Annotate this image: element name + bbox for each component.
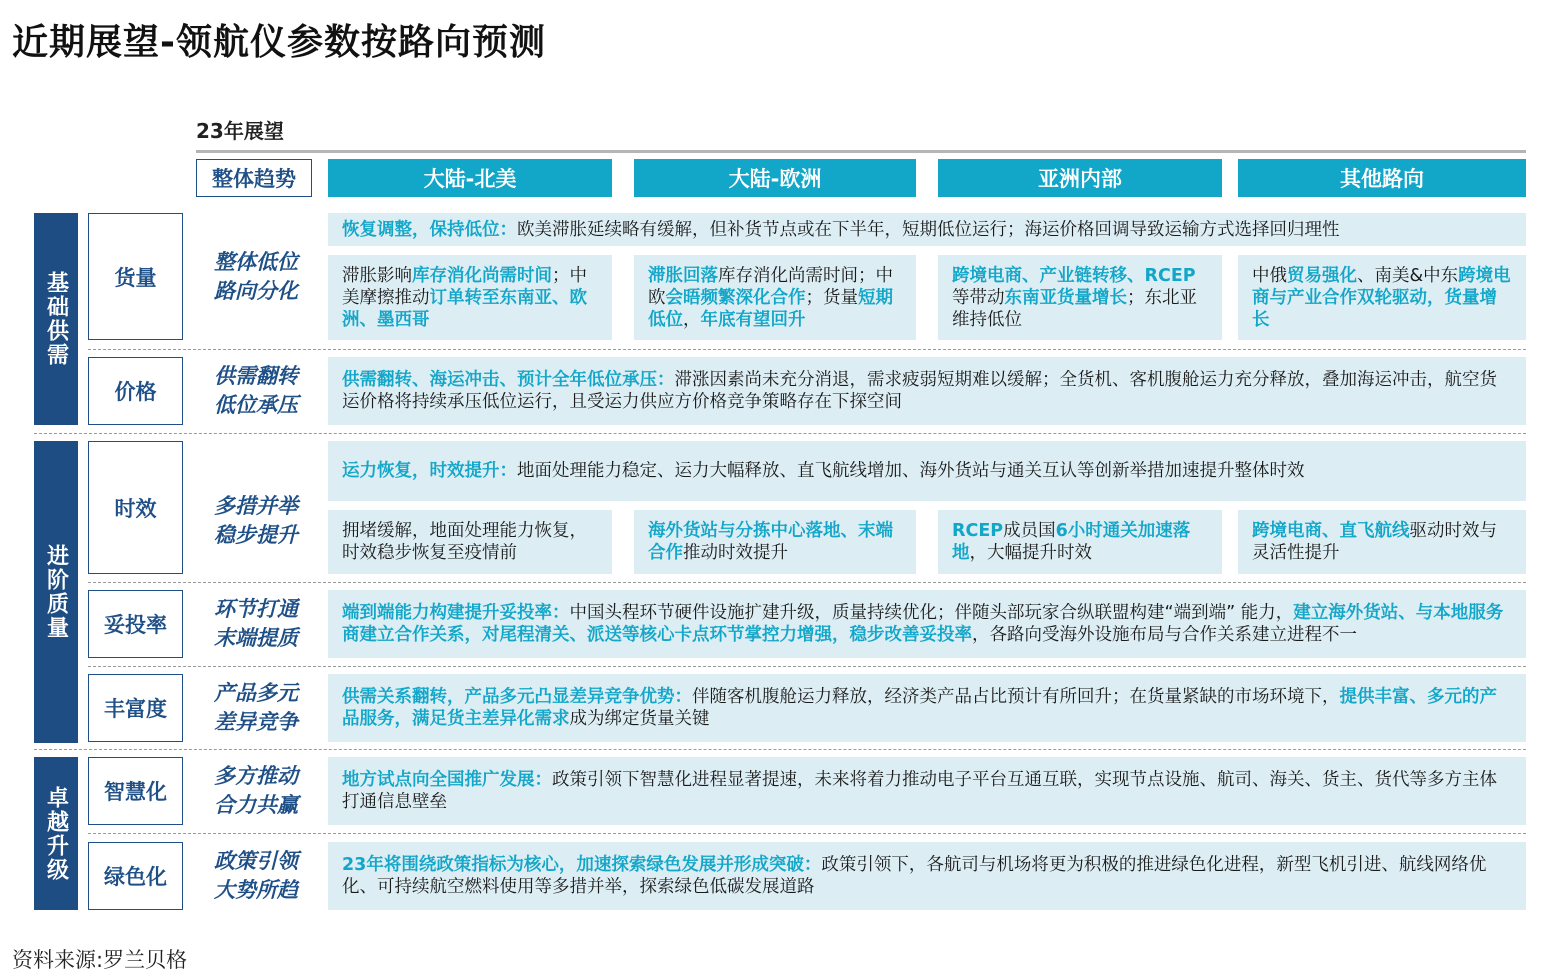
highlight-text: 运力恢复，时效提升： (342, 461, 517, 481)
body-text: 库存消化尚需时间；中欧 (648, 265, 893, 308)
category-separator (34, 749, 1526, 750)
category-basic: 基础供需 (34, 213, 78, 425)
body-text: 伴随客机腹舱运力释放，经济类产品占比预计有所回升；在货量紧缺的市场环境下， (692, 687, 1340, 707)
metric-volume: 货量 (88, 213, 183, 340)
body-text: ，各路向受海外设施布局与合作关系建立进程不一 (972, 625, 1357, 645)
metric-delivery: 妥投率 (88, 590, 183, 658)
row-separator (88, 666, 1526, 667)
highlight-text: 贸易强化 (1287, 265, 1357, 286)
highlight-text: 滞胀回落 (648, 265, 718, 286)
body-text: 政策引领下智慧化进程显著提速，未来将着力推动电子平台互通互联，实现节点设施、航司、海关、货主、货代等多方主体打通信息壁垒 (342, 770, 1497, 812)
timeliness-na-cell (328, 510, 612, 574)
body-text: 政策引领下，各航司与机场将更为积极的推进绿色化进程，新型飞机引进、航线网络优化、可持续航空燃料使用等多措并举，探索绿色低碳发展道路 (342, 855, 1487, 897)
category-advanced: 进阶质量 (34, 441, 78, 743)
row-separator (88, 833, 1526, 834)
metric-timeliness: 时效 (88, 441, 183, 574)
volume-summary (328, 213, 1526, 246)
highlight-text: 23年将围绕政策指标为核心，加速探索绿色发展并形成突破： (342, 855, 822, 875)
richness-summary (328, 674, 1526, 742)
row-separator (88, 349, 1526, 350)
body-text: 拥堵缓解，地面处理能力恢复，时效稳步恢复至疫情前 (342, 521, 587, 563)
highlight-text: 短期低位 (648, 287, 893, 330)
header-route-eu: 大陆-欧洲 (634, 159, 916, 197)
trend-timeliness: 多措并举 稳步提升 (214, 494, 298, 547)
category-separator (34, 433, 1526, 434)
header-trend: 整体趋势 (196, 159, 312, 197)
volume-other-cell (1238, 255, 1526, 340)
page-title: 近期展望-领航仪参数按路向预测 (12, 22, 546, 63)
body-text: 地面处理能力稳定、运力大幅释放、直飞航线增加、海外货站与通关互认等创新举措加速提升整体时效 (517, 461, 1305, 481)
row-separator (88, 582, 1526, 583)
highlight-text: 跨境电商与产业合作双轮驱动，货量增长 (1252, 265, 1511, 330)
metric-smart: 智慧化 (88, 757, 183, 825)
green-summary (328, 842, 1526, 910)
source-note: 资料来源:罗兰贝格 (12, 948, 188, 972)
highlight-text: 年底有望回升 (700, 309, 806, 330)
body-text: 、南美&中东 (1357, 265, 1459, 286)
body-text: 中国头程环节硬件设施扩建升级，质量持续优化；伴随头部玩家合纵联盟构建“端到端” 能力， (569, 603, 1294, 623)
metric-richness: 丰富度 (88, 674, 183, 742)
body-text: ；东北亚维持低位 (952, 287, 1197, 330)
highlight-text: 建立海外货站、与本地服务商建立合作关系，对尾程清关、派送等核心卡点环节掌控力增强，稳步改善妥投率 (342, 603, 1504, 645)
highlight-text: 跨境电商、产业链转移、RCEP (952, 265, 1196, 286)
trend-volume: 整体低位 路向分化 (214, 249, 298, 303)
body-text: 驱动时效与灵活性提升 (1252, 521, 1497, 563)
body-text: 成员国 (1003, 521, 1056, 541)
highlight-text: 跨境电商、直飞航线 (1252, 521, 1410, 541)
highlight-text: 地方试点向全国推广发展： (342, 770, 552, 790)
trend-delivery: 环节打通 末端提质 (214, 597, 298, 650)
highlight-text: 恢复调整，保持低位： (342, 219, 517, 240)
body-text: 滞胀影响 (342, 265, 412, 286)
highlight-text: 东南亚货量增长 (1004, 287, 1127, 308)
body-text: 中俄 (1252, 265, 1287, 286)
trend-smart: 多方推动 合力共赢 (214, 764, 298, 817)
trend-price: 供需翻转 低位承压 (214, 364, 298, 417)
delivery-summary (328, 590, 1526, 658)
timeliness-other-cell (1238, 510, 1526, 574)
outlook-subtitle: 23年展望 (196, 119, 284, 143)
body-text: ，大幅提升时效 (969, 543, 1092, 563)
body-text: 推动时效提升 (683, 543, 788, 563)
highlight-text: 库存消化尚需时间 (412, 265, 552, 286)
body-text: 成为绑定货量关键 (569, 709, 710, 729)
highlight-text: 供需翻转、海运冲击、预计全年低位承压： (342, 370, 675, 390)
category-excellence: 卓越升级 (34, 757, 78, 910)
highlight-text: RCEP (952, 521, 1004, 541)
body-text: ；中美摩擦推动 (342, 265, 587, 308)
body-text: 欧美滞胀延续略有缓解，但补货节点或在下半年，短期低位运行；海运价格回调导致运输方式选择回归理性 (517, 219, 1340, 240)
highlight-text: 提供丰富、多元的产品服务，满足货主差异化需求 (342, 687, 1497, 729)
header-route-other: 其他路向 (1238, 159, 1526, 197)
timeliness-asia-cell (938, 510, 1222, 574)
volume-eu-cell (634, 255, 916, 340)
highlight-text: 会晤频繁深化合作 (665, 287, 806, 308)
metric-price: 价格 (88, 357, 183, 425)
timeliness-eu-cell (634, 510, 916, 574)
body-text: ， (683, 309, 701, 330)
volume-asia-cell (938, 255, 1222, 340)
highlight-text: 订单转至东南亚、欧洲、墨西哥 (342, 287, 587, 330)
body-text: 滞涨因素尚未充分消退，需求疲弱短期难以缓解；全货机、客机腹舱运力充分释放，叠加海运冲击，航空货运价格将持续承压低位运行，且受运力供应方价格竞争策略存在下探空间 (342, 370, 1497, 412)
smart-summary (328, 757, 1526, 825)
header-route-na: 大陆-北美 (328, 159, 612, 197)
highlight-text: 海外货站与分拣中心落地、末端合作 (648, 521, 893, 563)
metric-green: 绿色化 (88, 842, 183, 910)
body-text: 等带动 (952, 287, 1005, 308)
header-divider (196, 150, 1526, 153)
body-text: ；货量 (805, 287, 858, 308)
highlight-text: 供需关系翻转，产品多元凸显差异竞争优势： (342, 687, 692, 707)
highlight-text: 6小时通关加速落地 (952, 521, 1191, 563)
timeliness-summary (328, 441, 1526, 501)
volume-na-cell (328, 255, 612, 340)
highlight-text: 端到端能力构建提升妥投率： (342, 603, 570, 623)
trend-green: 政策引领 大势所趋 (214, 849, 298, 902)
header-route-asia: 亚洲内部 (938, 159, 1222, 197)
price-summary (328, 357, 1526, 425)
trend-richness: 产品多元 差异竞争 (214, 681, 298, 734)
